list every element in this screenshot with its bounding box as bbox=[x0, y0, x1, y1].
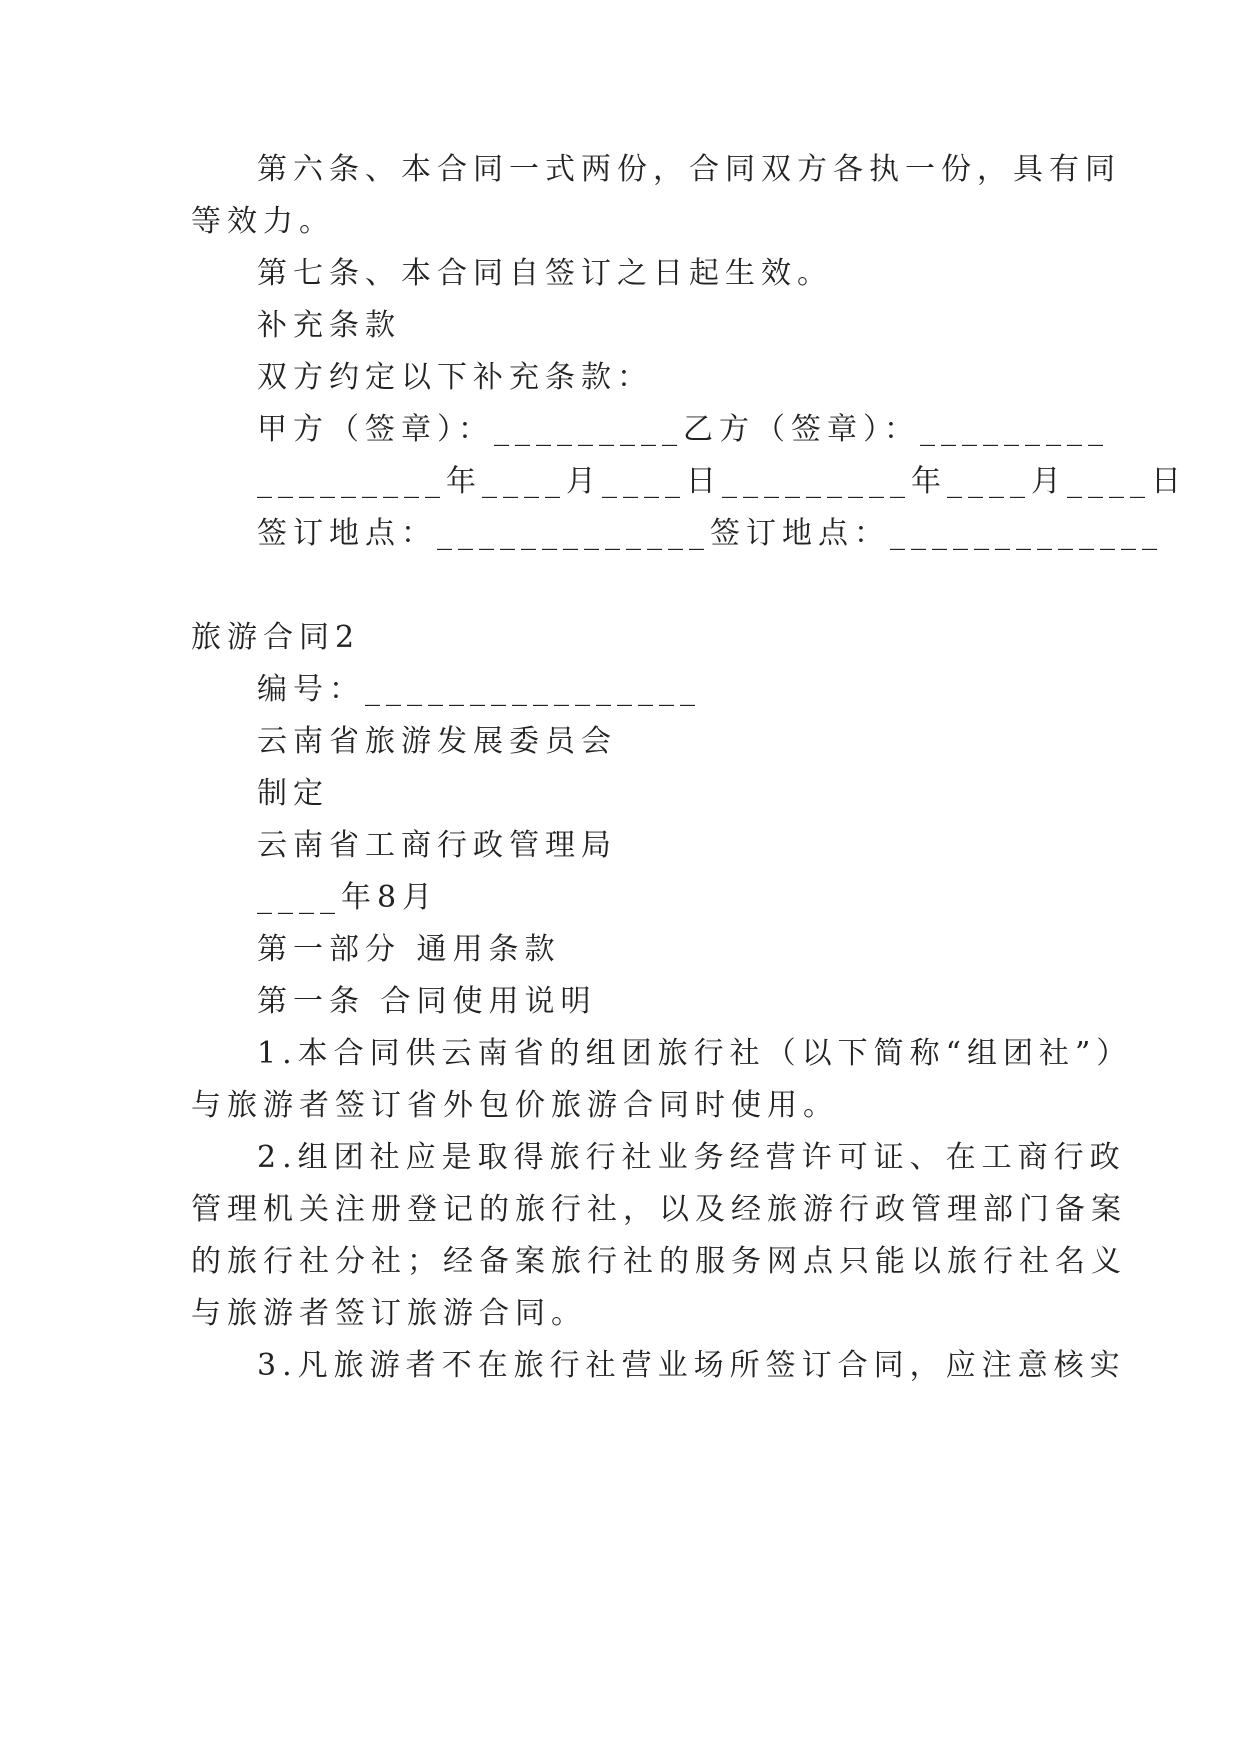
text-line: 双方约定以下补充条款： bbox=[257, 360, 653, 395]
date-line: ____年8月 bbox=[257, 880, 439, 915]
text-line: 的旅行社分社；经备案旅行社的服务网点只能以旅行社名义 bbox=[191, 1244, 1127, 1279]
text-line: 云南省工商行政管理局 bbox=[257, 828, 617, 863]
text-line: 第七条、本合同自签订之日起生效。 bbox=[257, 256, 833, 291]
text-line: 补充条款 bbox=[257, 308, 401, 343]
text-line: 1.本合同供云南省的组团旅行社（以下简称“组团社”） bbox=[257, 1036, 1133, 1071]
date-line: _________年____月____日_________年____月____日 bbox=[257, 464, 1187, 499]
text-line: 制定 bbox=[257, 776, 329, 811]
part-heading: 第一部分 通用条款 bbox=[257, 932, 561, 967]
text-line: 管理机关注册登记的旅行社，以及经旅游行政管理部门备案 bbox=[191, 1192, 1127, 1227]
location-line: 签订地点：_____________签订地点：_____________ bbox=[257, 516, 1163, 551]
text-line: 与旅游者签订省外包价旅游合同时使用。 bbox=[191, 1088, 839, 1123]
section-title: 旅游合同2 bbox=[191, 620, 361, 655]
text-line: 与旅游者签订旅游合同。 bbox=[191, 1296, 587, 1331]
text-line: 云南省旅游发展委员会 bbox=[257, 724, 617, 759]
text-line: 3.凡旅游者不在旅行社营业场所签订合同，应注意核实 bbox=[257, 1348, 1126, 1383]
number-field: 编号：________________ bbox=[257, 672, 701, 707]
article-heading: 第一条 合同使用说明 bbox=[257, 984, 597, 1019]
text-line: 2.组团社应是取得旅行社业务经营许可证、在工商行政 bbox=[257, 1140, 1126, 1175]
signature-line: 甲方（签章）：_________乙方（签章）：_________ bbox=[257, 412, 1109, 447]
text-line: 等效力。 bbox=[191, 204, 335, 239]
text-line: 第六条、本合同一式两份，合同双方各执一份，具有同 bbox=[257, 152, 1121, 187]
